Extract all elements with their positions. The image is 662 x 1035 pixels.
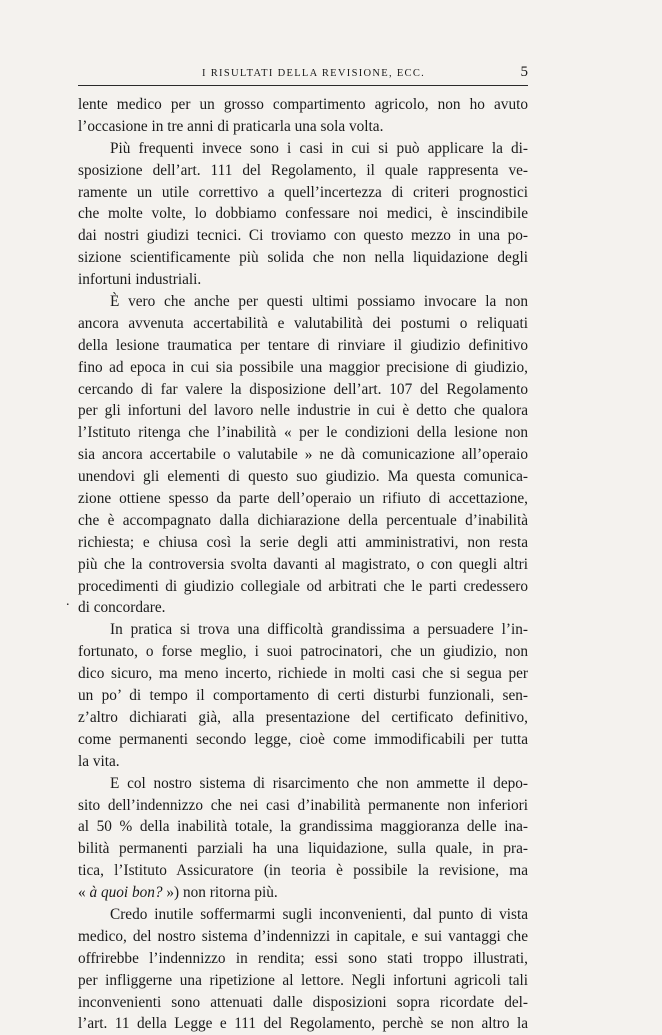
text-line: ramente un utile correttivo a quell’incertezza di criteri prognostici xyxy=(78,183,528,201)
text-line: della lesione traumatica per tentare di rinviare il giudizio definitivo xyxy=(78,336,528,354)
body-text xyxy=(78,94,528,1035)
text-line: dai nostri giudizi tecnici. Ci troviamo con questo mezzo in una po- xyxy=(78,227,528,245)
text-line: unendovi gli elementi di questo suo giudizio. Ma questa comunica- xyxy=(78,468,528,486)
text-line: bilità permanenti parziali ha una liquidazione, sulla quale, in pra- xyxy=(78,840,528,858)
text-line: l’Istituto ritenga che l’inabilità « per le condizioni della lesione non xyxy=(78,424,528,442)
header-rule xyxy=(78,85,528,86)
text-line: l’occasione in tre anni di praticarla una sola volta. xyxy=(78,117,384,135)
text-line: procedimenti di giudizio collegiale od arbitrati che le parti credessero xyxy=(78,577,528,595)
text-line: fino ad epoca in cui sia possibile una maggior precisione di giudizio, xyxy=(78,358,528,376)
text-line: fortunato, o forse meglio, i suoi patrocinatori, che un giudizio, non xyxy=(78,643,528,661)
text-line: « à quoi bon? ») non ritorna più. xyxy=(78,884,278,902)
text-line: In pratica si trova una difficoltà grandissima a persuadere l’in- xyxy=(110,621,528,639)
text-line: inconvenienti sono attenuati dalle disposizioni sopra ricordate del- xyxy=(78,993,528,1011)
running-title: I RISULTATI DELLA REVISIONE, ECC. xyxy=(202,68,426,79)
text-line: sposizione dell’art. 111 del Regolamento, il quale rappresenta ve- xyxy=(78,161,528,179)
text-line: zione ottiene spesso da parte dell’operaio un rifiuto di accettazione, xyxy=(78,490,528,508)
text-line: offrirebbe l’indennizzo in rendita; essi sono stati troppo illustrati, xyxy=(78,949,528,967)
text-line: sizione scientificamente più solida che non nella liquidazione degli xyxy=(78,249,528,267)
text-line: al 50 % della inabilità totale, la grandissima maggioranza delle ina- xyxy=(78,818,528,836)
text-line: tica, l’Istituto Assicuratore (in teoria è possibile la revisione, ma xyxy=(78,862,528,880)
text-line: più che la controversia svolta davanti al magistrato, o con quegli altri xyxy=(78,555,528,573)
text-line: z’altro dichiarati già, alla presentazione del certificato definitivo, xyxy=(78,708,528,726)
text-line: Più frequenti invece sono i casi in cui si può applicare la di- xyxy=(110,139,528,157)
text-line: Credo inutile soffermarmi sugli inconvenienti, dal punto di vista xyxy=(110,905,528,923)
text-line: È vero che anche per questi ultimi possiamo invocare la non xyxy=(110,293,528,311)
text-line: che è accompagnato dalla dichiarazione della percentuale d’inabilità xyxy=(78,511,528,529)
running-header xyxy=(78,64,528,84)
text-line: lente medico per un grosso compartimento agricolo, non ho avuto xyxy=(78,96,528,113)
text-line: cercando di far valere la disposizione dell’art. 107 del Regolamento xyxy=(78,380,528,398)
text-line: che molte volte, lo dobbiamo confessare noi medici, è inscindibile xyxy=(78,205,528,223)
text-line: un po’ di tempo il comportamento di certi disturbi funzionali, sen- xyxy=(78,687,528,705)
text-line: richiesta; e chiusa così la serie degli atti amministrativi, non resta xyxy=(78,533,528,551)
text-line: dico sicuro, ma meno incerto, richiede in molti casi che si segua per xyxy=(78,665,528,683)
text-line: per gli infortuni del lavoro nelle industrie in cui è detto che qualora xyxy=(78,402,528,420)
text-line: sia ancora accertabile o valutabile » ne dà comunicazione all’operaio xyxy=(78,446,528,464)
text-line: E col nostro sistema di risarcimento che non ammette il depo- xyxy=(110,774,528,792)
text-line: di concordare. xyxy=(78,599,166,617)
italic-phrase: à quoi bon? xyxy=(89,884,163,902)
text-line: sito dell’indennizzo che nei casi d’inabilità permanente non inferiori xyxy=(78,796,528,814)
page-number: 5 xyxy=(520,64,528,80)
text-line: infortuni industriali. xyxy=(78,271,202,289)
text-line: come permanenti secondo legge, cioè come immodificabili per tutta xyxy=(78,730,528,748)
text-line: l’art. 11 della Legge e 111 del Regolamento, perchè se non altro la xyxy=(78,1015,528,1033)
text-line: ancora avvenuta accertabilità e valutabilità dei postumi o reliquati xyxy=(78,314,528,332)
text-line: la vita. xyxy=(78,752,120,770)
margin-mark: . xyxy=(66,594,70,609)
text-line: per infliggerne una ripetizione al lettore. Negli infortuni agricoli tali xyxy=(78,971,528,989)
text-line: medico, del nostro sistema d’indennizzi in capitale, e sui vantaggi che xyxy=(78,927,528,945)
